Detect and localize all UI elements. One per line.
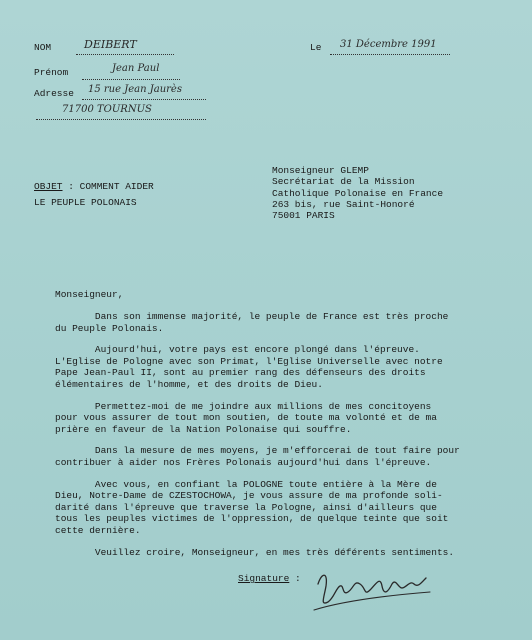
recipient-line-4: 263 bis, rue Saint-Honoré bbox=[272, 198, 415, 210]
paragraph-line: élémentaires de l'homme, et des droits de Dieu. bbox=[55, 378, 323, 390]
adresse-dotted-line bbox=[82, 99, 206, 100]
recipient-line-5: 75001 PARIS bbox=[272, 210, 335, 222]
objet-line-1 bbox=[34, 181, 154, 192]
nom-value: DEIBERT bbox=[84, 38, 137, 51]
date-value: 31 Décembre 1991 bbox=[340, 39, 437, 50]
letter-body bbox=[55, 311, 515, 568]
paragraph-line: Pape Jean-Paul II, sont au premier rang des défenseurs des droits bbox=[55, 367, 426, 379]
recipient-line-2: Secrétariat de la Mission bbox=[272, 176, 415, 188]
ville-dotted-line bbox=[36, 119, 206, 120]
paragraph-3 bbox=[55, 401, 515, 436]
signature-colon: : bbox=[289, 573, 301, 584]
recipient-line-3: Catholique Polonaise en France bbox=[272, 187, 444, 199]
paragraph-2 bbox=[55, 344, 515, 390]
adresse-value: 15 rue Jean Jaurès bbox=[88, 84, 182, 95]
salutation: Monseigneur, bbox=[55, 289, 124, 300]
date-dotted-line bbox=[330, 54, 450, 55]
objet-line-2: LE PEUPLE POLONAIS bbox=[34, 197, 137, 208]
paragraph-line: pour vous assurer de tout mon soutien, de toute ma volonté et de ma bbox=[55, 412, 437, 424]
objet-label: OBJET bbox=[34, 181, 63, 192]
le-label: Le bbox=[310, 42, 322, 53]
paragraph-line: contribuer à aider nos Frères Polonais aujourd'hui dans l'épreuve. bbox=[55, 456, 432, 468]
paragraph-1 bbox=[55, 311, 515, 334]
recipient-line-1: Monseigneur GLEMP bbox=[272, 165, 369, 176]
handwritten-signature bbox=[310, 566, 440, 616]
recipient-address bbox=[272, 165, 443, 221]
adresse-label: Adresse bbox=[34, 88, 74, 99]
paragraph-line: Dans la mesure de mes moyens, je m'efforcerai de tout faire pour bbox=[55, 445, 460, 457]
paragraph-line: Aujourd'hui, votre pays est encore plongé dans l'épreuve. bbox=[55, 344, 420, 356]
nom-dotted-line bbox=[76, 54, 174, 55]
nom-label: NOM bbox=[34, 42, 52, 53]
objet-text-1: : COMMENT AIDER bbox=[62, 181, 154, 192]
paragraph-line: prière en faveur de la Nation Polonaise qui souffre. bbox=[55, 423, 352, 435]
paragraph-line: Veuillez croire, Monseigneur, en mes très déférents sentiments. bbox=[55, 546, 455, 558]
paragraph-line: L'Eglise de Pologne avec son Primat, l'Eglise Universelle avec notre bbox=[55, 355, 443, 367]
ville-value: 71700 TOURNUS bbox=[62, 104, 152, 115]
paragraph-line: darité dans l'épreuve que traverse la Pologne, ainsi d'ailleurs que bbox=[55, 501, 437, 513]
prenom-value: Jean Paul bbox=[112, 63, 160, 74]
paragraph-4 bbox=[55, 445, 515, 468]
prenom-dotted-line bbox=[82, 79, 180, 80]
paragraph-line: Dieu, Notre-Dame de CZESTOCHOWA, je vous assure de ma profonde soli- bbox=[55, 490, 443, 502]
paragraph-6 bbox=[55, 547, 515, 559]
prenom-label: Prénom bbox=[34, 67, 69, 78]
paragraph-line: tous les peuples victimes de l'oppression, de quelque teinte que soit bbox=[55, 513, 449, 525]
paragraph-line: cette dernière. bbox=[55, 524, 141, 536]
paragraph-line: Dans son immense majorité, le peuple de France est très proche bbox=[55, 311, 449, 322]
paragraph-line: Permettez-moi de me joindre aux millions de mes concitoyens bbox=[55, 400, 432, 412]
paragraph-line: Avec vous, en confiant la POLOGNE toute entière à la Mère de bbox=[55, 478, 437, 490]
signature-label: Signature bbox=[238, 573, 290, 584]
paragraph-line: du Peuple Polonais. bbox=[55, 322, 164, 334]
paragraph-5 bbox=[55, 479, 515, 537]
signature-line bbox=[238, 573, 301, 584]
